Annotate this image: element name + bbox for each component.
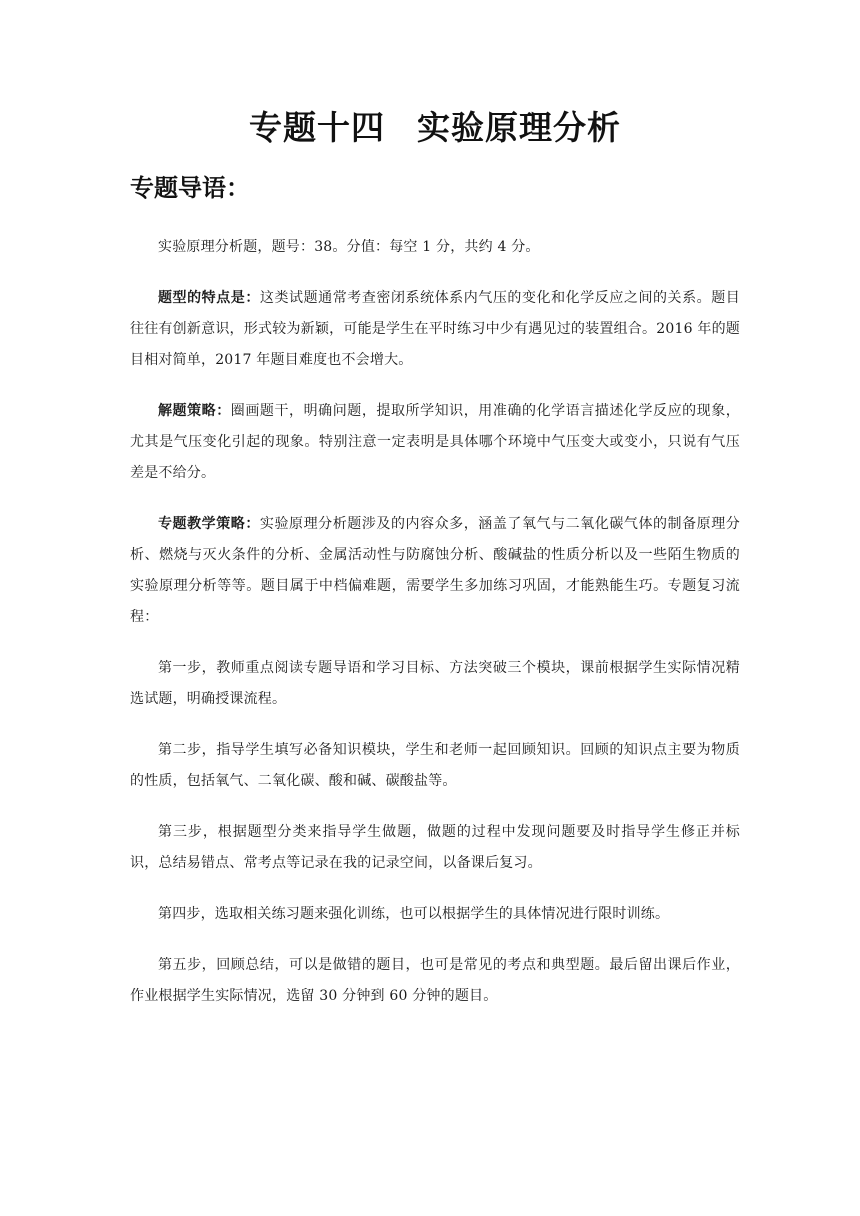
features-lead: 题型的特点是：: [158, 290, 260, 306]
strategy-lead: 解题策略：: [158, 403, 231, 419]
step-5-paragraph: [130, 950, 740, 1012]
step-4-paragraph: [130, 899, 740, 930]
features-paragraph: [130, 283, 740, 376]
page-title: [130, 104, 740, 152]
strategy-body: 圈画题干，明确问题，提取所学知识，用准确的化学语言描述化学反应的现象，尤其是气压变化引起的现象。特别注意一定表明是具体哪个环境中气压变大或变小，只说有气压差是不给分。: [130, 403, 740, 481]
step-5-text: 第五步，回顾总结，可以是做错的题目，也可是常见的考点和典型题。最后留出课后作业，作业根据学生实际情况，选留 30 分钟到 60 分钟的题目。: [130, 957, 740, 1004]
step-3-text: 第三步，根据题型分类来指导学生做题，做题的过程中发现问题要及时指导学生修正并标识，总结易错点、常考点等记录在我的记录空间，以备课后复习。: [130, 824, 740, 871]
features-body: 这类试题通常考查密闭系统体系内气压的变化和化学反应之间的关系。题目往往有创新意识，形式较为新颖，可能是学生在平时练习中少有遇见过的装置组合。2016 年的题目相对简单，2017 年题目难度也不会增大。: [130, 290, 740, 368]
step-2-paragraph: [130, 735, 740, 797]
step-2-text: 第二步，指导学生填写必备知识模块，学生和老师一起回顾知识。回顾的知识点主要为物质的性质，包括氧气、二氧化碳、酸和碱、碳酸盐等。: [130, 742, 740, 789]
intro-paragraph: [130, 232, 740, 263]
step-4-text: 第四步，选取相关练习题来强化训练，也可以根据学生的具体情况进行限时训练。: [158, 906, 670, 922]
strategy-paragraph: [130, 396, 740, 489]
step-1-paragraph: [130, 653, 740, 715]
step-3-paragraph: [130, 817, 740, 879]
teaching-lead: 专题教学策略：: [158, 516, 260, 532]
teaching-body: 实验原理分析题涉及的内容众多，涵盖了氧气与二氧化碳气体的制备原理分析、燃烧与灭火条件的分析、金属活动性与防腐蚀分析、酸碱盐的性质分析以及一些陌生物质的实验原理分析等等。题目属于中档偏难题，需要学生多加练习巩固，才能熟能生巧。专题复习流程：: [130, 516, 740, 625]
step-1-text: 第一步，教师重点阅读专题导语和学习目标、方法突破三个模块，课前根据学生实际情况精选试题，明确授课流程。: [130, 660, 740, 707]
section-heading: 专题导语：: [130, 174, 250, 202]
intro-text: 实验原理分析题，题号：38。分值：每空 1 分，共约 4 分。: [158, 239, 540, 255]
title-part-2: 实验原理分析: [417, 108, 621, 147]
teaching-paragraph: [130, 509, 740, 633]
title-part-1: 专题十四: [249, 108, 385, 147]
